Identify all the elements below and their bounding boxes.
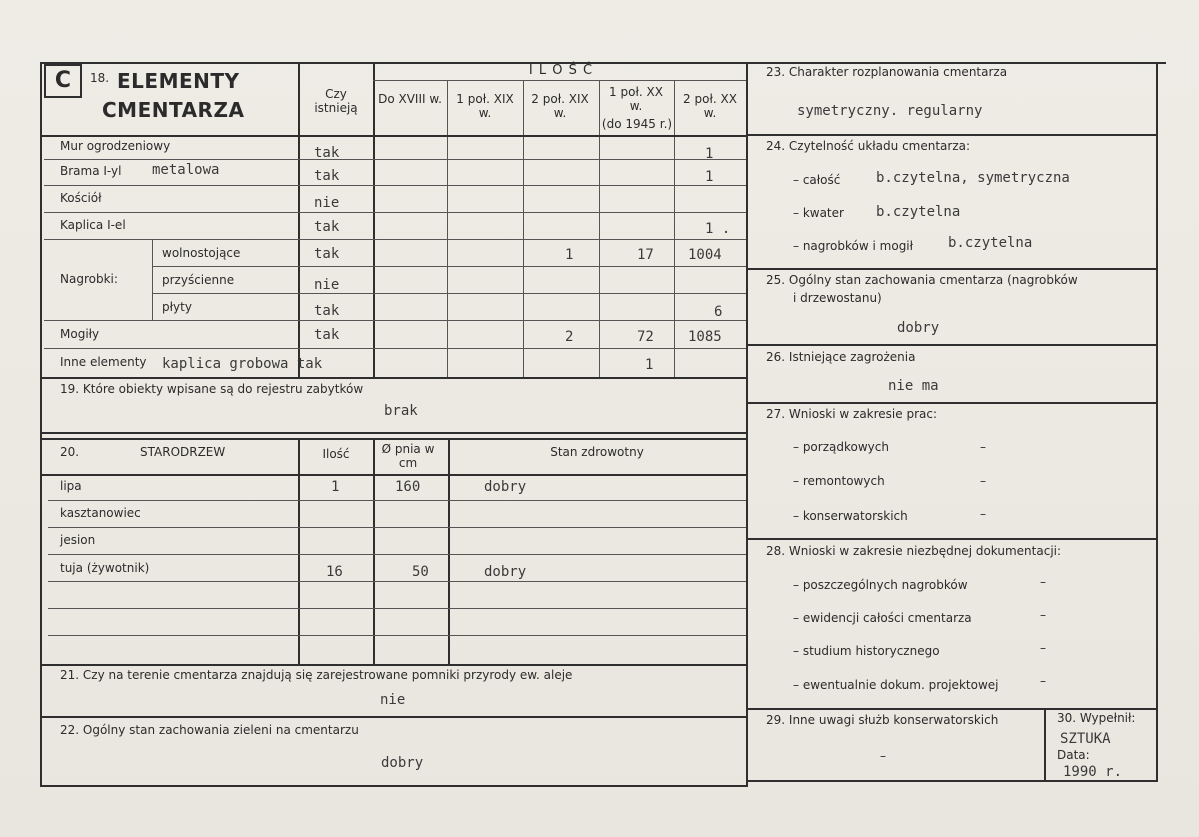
s24-item-value: b.czytelna <box>948 235 1033 251</box>
s27-item-value: – <box>980 507 986 521</box>
s24-bottom <box>748 268 1158 270</box>
s20-title: STARODRZEW <box>140 445 226 459</box>
row-line <box>44 159 746 160</box>
row-przysc-label: przyścienne <box>162 273 235 287</box>
row-kaplica-czy: tak <box>314 219 340 235</box>
row-wolno-v6: 1004 <box>688 247 722 263</box>
row-wolno-v3: 1 <box>565 247 574 263</box>
bottom-border-left <box>40 785 748 787</box>
s20-div-1 <box>298 438 300 664</box>
row-mur-czy: tak <box>314 145 340 161</box>
ilosc-header: I L O Ś Ć <box>528 63 594 78</box>
row-mogily-v3: 2 <box>565 329 574 345</box>
s22-value: dobry <box>381 755 424 771</box>
row-brama-extra: metalowa <box>152 162 220 178</box>
s29-value: – <box>880 749 886 763</box>
s24-item-value: b.czytelna, symetryczna <box>876 170 1070 186</box>
s26-bottom <box>748 402 1158 404</box>
center-divider-line <box>746 62 748 787</box>
s20-number: 20. <box>60 445 80 459</box>
s18-header-bottom <box>40 135 748 137</box>
s20-bottom <box>40 664 748 666</box>
s23-bottom <box>748 134 1158 136</box>
s27-label: 27. Wnioski w zakresie prac: <box>766 407 938 421</box>
s27-item-label: – remontowych <box>793 474 885 488</box>
tree-pnia: 160 <box>395 479 421 495</box>
s20-row-line <box>48 635 746 636</box>
s24-item-label: – całość <box>793 173 841 187</box>
s27-item-label: – porządkowych <box>793 440 889 454</box>
section-letter-box: C <box>44 64 82 98</box>
row-brama-czy: tak <box>314 168 340 184</box>
s27-item-value: – <box>980 440 986 454</box>
col-div-1 <box>447 80 448 378</box>
row-plyty-czy: tak <box>314 303 340 319</box>
s19-bottom <box>40 432 748 434</box>
row-line <box>44 239 746 240</box>
s28-item-value: – <box>1040 641 1046 655</box>
row-inne-v5: 1 <box>645 357 654 373</box>
s18-czy-divider <box>298 64 300 378</box>
s20-div-3 <box>448 438 450 664</box>
s19-value: brak <box>384 403 418 419</box>
s20-top <box>40 438 748 440</box>
col-1pol20-header: 1 poł. XX w. <box>609 85 663 113</box>
bottom-border-right <box>748 780 1158 782</box>
s27-item-value: – <box>980 474 986 488</box>
s18-bottom <box>40 377 748 379</box>
s20-row-line <box>48 554 746 555</box>
s22-label: 22. Ogólny stan zachowania zieleni na cmentarzu <box>60 723 359 737</box>
s20-header-bottom <box>40 474 748 476</box>
tree-name: jesion <box>60 533 96 547</box>
s28-item-value: – <box>1040 575 1046 589</box>
s23-value: symetryczny. regularny <box>797 103 983 119</box>
nagrobki-divider <box>152 239 153 320</box>
col-1pol20-note: (do 1945 r.) <box>601 117 673 131</box>
s20-row-line <box>48 527 746 528</box>
row-line <box>152 293 746 294</box>
s28-item-label: – studium historycznego <box>793 644 940 658</box>
s20-col-pnia: Ø pnia w cm <box>381 442 435 470</box>
row-brama-v6: 1 <box>705 169 714 185</box>
s28-item-label: – ewentualnie dokum. projektowej <box>793 678 999 692</box>
s30-label: 30. Wypełnił: <box>1057 711 1136 725</box>
s25-label-2: i drzewostanu) <box>793 291 882 305</box>
s26-value: nie ma <box>888 378 939 394</box>
s27-item-label: – konserwatorskich <box>793 509 908 523</box>
row-kosciol-label: Kościół <box>60 191 102 205</box>
s21-label: 21. Czy na terenie cmentarza znajdują się zarejestrowane pomniki przyrody ew. aleje <box>60 668 573 682</box>
row-kaplica-v6: 1 . <box>705 221 731 237</box>
row-inne-extra: kaplica grobowa tak <box>162 356 323 372</box>
s30-date-label: Data: <box>1057 748 1090 762</box>
col-2pol20-header: 2 poł. XX w. <box>683 92 737 120</box>
row-line <box>44 348 746 349</box>
tree-stan: dobry <box>484 564 527 580</box>
row-brama-label: Brama I-yl <box>60 164 122 178</box>
s25-value: dobry <box>897 320 940 336</box>
s20-col-ilosc: Ilość <box>322 447 350 461</box>
s18-ilosc-divider <box>373 64 375 378</box>
s18-number: 18. <box>90 71 110 85</box>
s23-label: 23. Charakter rozplanowania cmentarza <box>766 65 1008 79</box>
row-mur-v6: 1 <box>705 146 714 162</box>
tree-name: tuja (żywotnik) <box>60 561 150 575</box>
row-nagrobki-label: Nagrobki: <box>60 272 118 286</box>
row-plyty-v6: 6 <box>714 304 723 320</box>
s26-label: 26. Istniejące zagrożenia <box>766 350 916 364</box>
s25-label-1: 25. Ogólny stan zachowania cmentarza (nagrobków <box>766 273 1078 287</box>
s28-item-value: – <box>1040 608 1046 622</box>
tree-pnia: 50 <box>412 564 429 580</box>
col-div-2 <box>523 80 524 378</box>
s30-name: SZTUKA <box>1060 731 1111 747</box>
s24-item-label: – kwater <box>793 206 844 220</box>
row-line <box>152 266 746 267</box>
s21-value: nie <box>380 692 406 708</box>
row-mur-label: Mur ogrodzeniowy <box>60 139 171 153</box>
row-wolno-label: wolnostojące <box>162 246 241 260</box>
s18-title-2: CMENTARZA <box>102 98 245 122</box>
s28-item-label: – poszczególnych nagrobków <box>793 578 968 592</box>
s28-item-label: – ewidencji całości cmentarza <box>793 611 972 625</box>
row-wolno-v5: 17 <box>637 247 654 263</box>
ilosc-header-line <box>373 80 746 81</box>
s19-label: 19. Które obiekty wpisane są do rejestru zabytków <box>60 382 364 396</box>
s24-item-value: b.czytelna <box>876 204 961 220</box>
row-inne-label: Inne elementy <box>60 355 147 369</box>
s24-item-label: – nagrobków i mogił <box>793 239 914 253</box>
s28-item-value: – <box>1040 674 1046 688</box>
s20-row-line <box>48 608 746 609</box>
s20-col-stan: Stan zdrowotny <box>550 445 644 459</box>
tree-stan: dobry <box>484 479 527 495</box>
left-border-line <box>40 62 42 787</box>
row-line <box>44 185 746 186</box>
row-plyty-label: płyty <box>162 300 192 314</box>
col-1pol19-header: 1 poł. XIX w. <box>456 92 514 120</box>
s27-bottom <box>748 538 1158 540</box>
row-mogily-v6: 1085 <box>688 329 722 345</box>
s18-title-1: ELEMENTY <box>117 69 240 93</box>
row-mogily-czy: tak <box>314 327 340 343</box>
tree-name: lipa <box>60 479 82 493</box>
s24-label: 24. Czytelność układu cmentarza: <box>766 139 971 153</box>
row-przysc-czy: nie <box>314 277 340 293</box>
row-line <box>44 320 746 321</box>
row-kosciol-czy: nie <box>314 195 340 211</box>
s30-date: 1990 r. <box>1063 764 1123 780</box>
s20-row-line <box>48 500 746 501</box>
s21-bottom <box>40 716 748 718</box>
s29-s30-divider <box>1044 708 1046 782</box>
row-mogily-label: Mogiły <box>60 327 100 341</box>
s28-label: 28. Wnioski w zakresie niezbędnej dokumentacji: <box>766 544 1062 558</box>
tree-ilosc: 16 <box>326 564 343 580</box>
col-czy-header: Czy istnieją <box>314 87 358 115</box>
tree-ilosc: 1 <box>331 479 340 495</box>
s25-bottom <box>748 344 1158 346</box>
row-kaplica-label: Kaplica I-el <box>60 218 126 232</box>
row-wolno-czy: tak <box>314 246 340 262</box>
s28-bottom <box>748 708 1158 710</box>
s29-label: 29. Inne uwagi służb konserwatorskich <box>766 713 999 727</box>
s20-row-line <box>48 581 746 582</box>
right-border-line <box>1156 62 1158 782</box>
col-do18-header: Do XVIII w. <box>378 92 442 106</box>
s20-div-2 <box>373 438 375 664</box>
row-line <box>44 212 746 213</box>
col-2pol19-header: 2 poł. XIX w. <box>531 92 589 120</box>
tree-name: kasztanowiec <box>60 506 141 520</box>
row-mogily-v5: 72 <box>637 329 654 345</box>
